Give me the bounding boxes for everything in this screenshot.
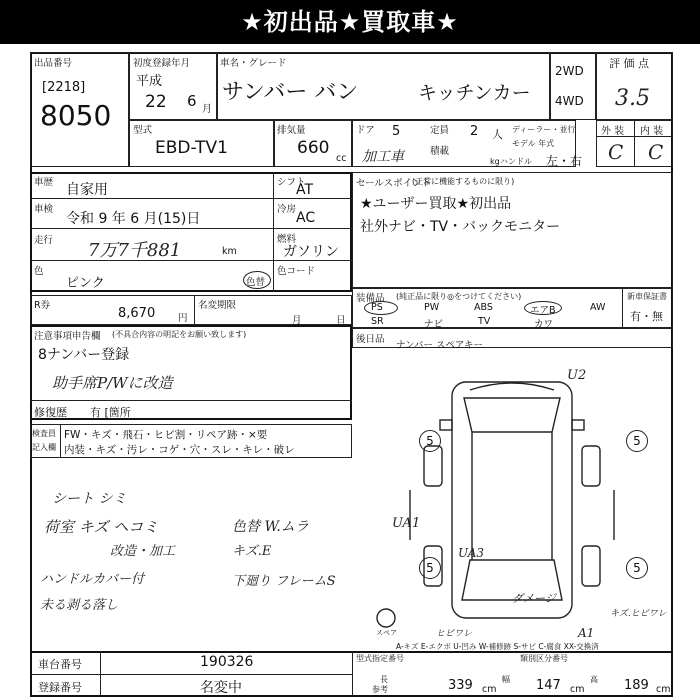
capacity-unit: 人 bbox=[492, 128, 503, 141]
equip-airbag: エアB bbox=[530, 305, 556, 316]
remark-3: 改造・加工 bbox=[110, 544, 176, 559]
doors-value: 5 bbox=[392, 124, 401, 139]
height-value: 189 bbox=[624, 678, 649, 693]
equipment-sub: (純正品に限り◎をつけてください) bbox=[396, 292, 522, 301]
model-year-label: モデル 年式 bbox=[512, 139, 555, 148]
reg-year: 22 bbox=[145, 92, 167, 112]
ext-value: C bbox=[608, 140, 624, 164]
tire-score-rl: 5 bbox=[419, 557, 441, 579]
car-roof-line bbox=[472, 432, 552, 560]
footer-label-v bbox=[100, 651, 101, 697]
reg-month: 6 bbox=[187, 92, 197, 110]
mileage-value: 7万7千881 bbox=[88, 240, 182, 261]
notes-repair-line bbox=[30, 400, 352, 401]
deadline-day: 日 bbox=[336, 315, 346, 326]
color-code-label: 色コード bbox=[277, 266, 316, 277]
length-value: 339 bbox=[448, 678, 473, 693]
inspector-vline bbox=[60, 424, 61, 458]
warranty-value: 有・無 bbox=[630, 310, 663, 323]
mirror-right bbox=[572, 420, 584, 430]
warranty-label: 新車保証書 bbox=[627, 292, 667, 301]
mark-ua1: UA1 bbox=[392, 516, 421, 531]
equipment-label: 装備品 bbox=[356, 293, 385, 304]
warranty-divider bbox=[622, 288, 623, 328]
remark-8: 未る剥る落し bbox=[40, 598, 119, 613]
width-unit: cm bbox=[570, 684, 585, 695]
kg-unit: kg bbox=[490, 157, 500, 166]
footer-split-v bbox=[352, 651, 353, 697]
remark-5: キズ.E bbox=[232, 544, 272, 559]
equip-aw: AW bbox=[590, 302, 606, 313]
color-value: ピンク bbox=[66, 276, 105, 291]
model-value: EBD-TV1 bbox=[155, 138, 228, 158]
disp-value: 660 bbox=[297, 138, 330, 158]
info-vline bbox=[273, 172, 274, 292]
handle-value: 左・右 bbox=[546, 154, 583, 168]
mileage-label: 走行 bbox=[34, 235, 54, 246]
ac-label: 冷房 bbox=[277, 204, 297, 215]
remark-6: ハンドルカバー付 bbox=[40, 572, 145, 587]
ext-label: 外 装 bbox=[601, 126, 625, 137]
drive-box bbox=[550, 52, 596, 120]
spare-tire bbox=[377, 609, 395, 627]
tire-score-fr: 5 bbox=[626, 430, 648, 452]
car-grade: キッチンカー bbox=[418, 82, 531, 104]
notes-label: 注意事項申告欄 bbox=[34, 331, 101, 342]
door-left-side bbox=[410, 490, 614, 540]
inspector-ext-row: FW・キズ・飛石・ヒビ割・リペア跡・×要 bbox=[64, 429, 268, 441]
aftermarket-label: 後日品 bbox=[356, 334, 385, 345]
ref-label: 参考 bbox=[372, 685, 388, 694]
mark-ua3: UA3 bbox=[458, 546, 485, 560]
shift-label: シフト bbox=[277, 177, 306, 188]
mark-hibi: ヒビワレ bbox=[436, 629, 473, 639]
model-label: 型式 bbox=[133, 125, 153, 136]
equip-sr: SR bbox=[371, 316, 384, 327]
car-name: サンバー バン bbox=[222, 80, 359, 105]
ac-value: AC bbox=[296, 210, 316, 226]
usage-label: 車歴 bbox=[34, 177, 54, 188]
name-label: 車名・グレード bbox=[220, 58, 287, 69]
inspector-int-row: 内装・キズ・汚レ・コゲ・穴・スレ・キレ・破レ bbox=[64, 444, 295, 456]
tire-front-right bbox=[582, 446, 600, 486]
aftermarket-value: ナンバー スペアキー bbox=[396, 340, 484, 351]
lot-bracket: [2218] bbox=[42, 80, 86, 95]
sales-line1: ★ユーザー買取★初出品 bbox=[360, 196, 512, 212]
reg-no-value: 名変中 bbox=[200, 680, 242, 696]
length-label: 長 bbox=[380, 675, 388, 684]
inspection-label: 車検 bbox=[34, 204, 54, 215]
usage-value: 自家用 bbox=[66, 182, 108, 198]
equip-ps: PS bbox=[371, 302, 383, 313]
info-h2 bbox=[30, 228, 352, 229]
recycle-vline bbox=[194, 295, 195, 325]
reg-era: 平成 bbox=[136, 74, 163, 89]
equip-pw: PW bbox=[424, 302, 440, 313]
remark-1: シート シミ bbox=[52, 491, 127, 507]
deadline-label: 名変期限 bbox=[198, 300, 237, 311]
width-value: 147 bbox=[536, 678, 561, 693]
int-value: C bbox=[648, 140, 664, 164]
inspector-label1: 検査員 bbox=[32, 429, 56, 438]
fuel-value: ガソリン bbox=[283, 244, 339, 260]
mirror-left bbox=[440, 420, 452, 430]
equip-tv: TV bbox=[478, 316, 491, 327]
int-label: 内 装 bbox=[640, 126, 664, 137]
chassis-label: 車台番号 bbox=[38, 658, 82, 671]
length-unit: cm bbox=[482, 684, 497, 695]
equip-navi: ナビ bbox=[424, 319, 444, 330]
capacity-label: 定員 bbox=[430, 125, 450, 136]
sales-sub: (正常に機能するものに限り) bbox=[412, 177, 515, 186]
reg-no-label: 登録番号 bbox=[38, 681, 82, 694]
drive-2wd: 2WD bbox=[555, 64, 584, 78]
loading-label: 積載 bbox=[430, 146, 450, 157]
sales-line2: 社外ナビ・TV・バックモニター bbox=[360, 219, 561, 235]
recycle-unit: 円 bbox=[178, 313, 188, 324]
repair-value: 有 [箇所 bbox=[90, 406, 131, 419]
tire-score-rr: 5 bbox=[626, 557, 648, 579]
score-label: 評 価 点 bbox=[609, 57, 649, 70]
banner-title: ★初出品★買取車★ bbox=[0, 0, 700, 44]
score-value: 3.5 bbox=[615, 86, 650, 111]
lot-number: 8050 bbox=[40, 99, 112, 132]
remark-7: 下廻り フレームS bbox=[232, 574, 336, 589]
ext-int-divider bbox=[634, 120, 635, 167]
chassis-value: 190326 bbox=[200, 654, 254, 670]
mark-u2: U2 bbox=[567, 368, 587, 383]
mark-kizu-hibi: キズ.ヒビワレ bbox=[610, 609, 667, 619]
notes-line2: 助手席P/Wに改造 bbox=[52, 374, 173, 392]
equip-abs: ABS bbox=[474, 302, 493, 313]
reg-month-unit: 月 bbox=[202, 104, 212, 115]
remark-4: 色替 W.ムラ bbox=[232, 519, 309, 535]
diagram-legend: A-キズ E-エクボ U-凹み W-補修跡 S-サビ C-腐食 XX-交換済 bbox=[396, 642, 599, 651]
recycle-label: R券 bbox=[34, 300, 51, 311]
recycle-box bbox=[30, 295, 352, 325]
tire-score-fl: 5 bbox=[419, 430, 441, 452]
footer-mid-h bbox=[30, 674, 352, 675]
disp-unit: cc bbox=[336, 153, 347, 164]
spare-label: スペア bbox=[376, 629, 397, 637]
mileage-unit: km bbox=[222, 246, 237, 257]
height-unit: cm bbox=[656, 684, 671, 695]
car-hood bbox=[470, 383, 554, 390]
handle-label: ハンドル bbox=[500, 157, 532, 166]
width-label: 幅 bbox=[502, 675, 510, 684]
type-no-label: 型式指定番号 bbox=[356, 654, 404, 663]
sales-label: セールスポイント bbox=[356, 178, 432, 189]
remark-2: 荷室 キズ ヘコミ bbox=[44, 518, 159, 536]
mark-a1: A1 bbox=[578, 626, 595, 640]
tire-rear-right bbox=[582, 546, 600, 586]
repair-label: 修復歴 bbox=[34, 406, 67, 419]
notes-line1: 8ナンバー登録 bbox=[38, 347, 130, 363]
loading-value: 加工車 bbox=[362, 149, 404, 165]
fuel-label: 燃料 bbox=[277, 234, 297, 245]
disp-label: 排気量 bbox=[277, 125, 306, 136]
drive-4wd: 4WD bbox=[555, 94, 584, 108]
equip-leather: カワ bbox=[534, 319, 554, 330]
mark-damage: ダメージ bbox=[512, 592, 556, 605]
lot-label: 出品番号 bbox=[34, 58, 73, 69]
recycle-value: 8,670 bbox=[118, 306, 156, 321]
color-label: 色 bbox=[34, 266, 44, 277]
tire-front-left bbox=[424, 446, 442, 486]
reg-label: 初度登録年月 bbox=[133, 58, 191, 69]
color-change: 色替 bbox=[246, 277, 266, 288]
shift-value: AT bbox=[296, 182, 314, 198]
inspector-label2: 記入欄 bbox=[32, 443, 56, 452]
class-no-label: 類別区分番号 bbox=[520, 654, 568, 663]
car-body-outline bbox=[452, 382, 572, 618]
capacity-value: 2 bbox=[470, 124, 479, 139]
inspection-value: 令和 9 年 6 月(15)日 bbox=[66, 211, 201, 227]
dealer-label: ディーラー・並行 bbox=[512, 125, 576, 134]
height-label: 高 bbox=[590, 675, 598, 684]
deadline-month: 月 bbox=[292, 315, 302, 326]
car-windshield bbox=[464, 398, 560, 432]
notes-sub: (不具合内容の明記をお願い致します) bbox=[112, 330, 247, 339]
doors-label: ドア bbox=[356, 125, 375, 136]
